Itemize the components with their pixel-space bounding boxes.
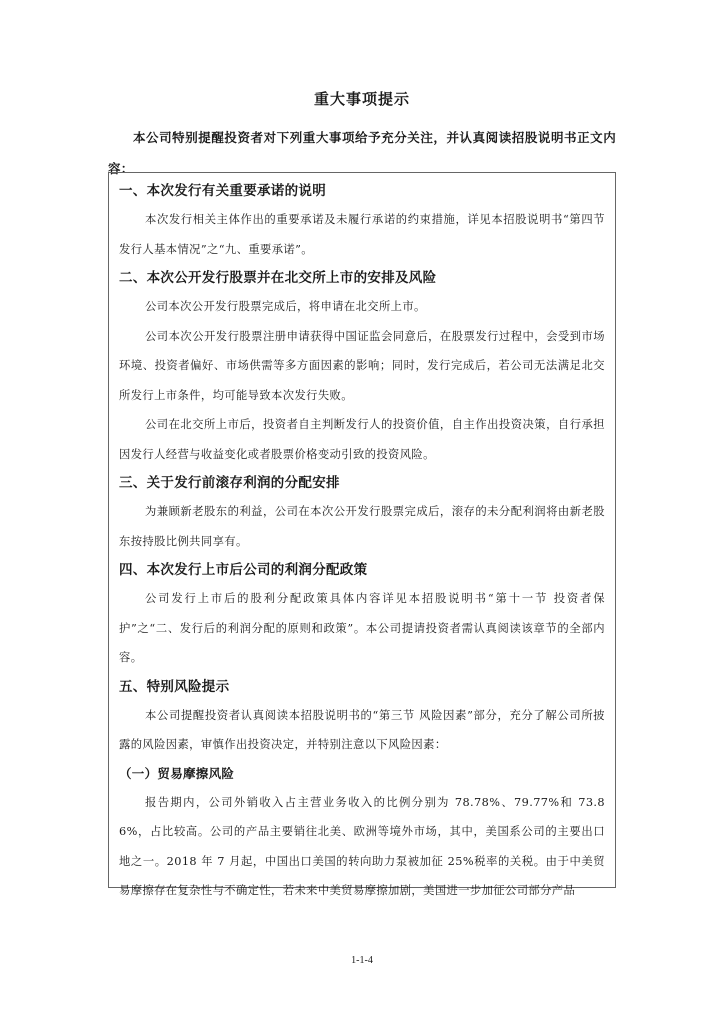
page-title: 重大事项提示 (313, 90, 410, 108)
section-heading-1: 一、本次发行有关重要承诺的说明 (119, 183, 326, 199)
page-number: 1-1-4 (351, 955, 373, 966)
section-2-paragraph-2: 公司本次公开发行股票注册申请获得中国证监会同意后，在股票发行过程中，会受到市场环境、投资者偏好、市场供需等多方面因素的影响；同时，发行完成后，若公司无法满足北交所发行上市条件，均可能导致本次发行失败。 (119, 329, 605, 402)
section-1-paragraph-1: 本次发行相关主体作出的重要承诺及未履行承诺的约束措施，详见本招股说明书“第四节 发行人基本情况”之“九、重要承诺”。 (119, 213, 605, 256)
section-heading-4: 四、本次发行上市后公司的利润分配政策 (119, 562, 368, 578)
section-heading-5: 五、特别风险提示 (119, 678, 230, 695)
section-2-paragraph-1: 公司本次公开发行股票完成后，将申请在北交所上市。 (145, 300, 426, 313)
subsection-paragraph: 报告期内，公司外销收入占主营业务收入的比例分别为 78.78%、79.77%和 73.86%，占比较高。公司的产品主要销往北美、欧洲等境外市场，其中，美国系公司的主要出口地之一。2018 年 7 月起，中国出口美国的转向助力泵被加征 25%税率的关税。由于中美贸易摩擦存在复杂性与不确定性，若未来中美贸易摩擦加剧，美国进一步加征公司部分产品 (119, 795, 605, 897)
section-3-paragraph-1: 为兼顾新老股东的利益，公司在本次公开发行股票完成后，滚存的未分配利润将由新老股东按持股比例共同享有。 (119, 505, 605, 548)
section-2-paragraph-3: 公司在北交所上市后，投资者自主判断发行人的投资价值，自主作出投资决策，自行承担因发行人经营与收益变化或者股票价格变动引致的投资风险。 (119, 418, 605, 461)
intro-paragraph: 本公司特别提醒投资者对下列重大事项给予充分关注，并认真阅读招股说明书正文内容： (108, 130, 616, 176)
section-5-paragraph-1: 本公司提醒投资者认真阅读本招股说明书的“第三节 风险因素”部分，充分了解公司所披露的风险因素，审慎作出投资决定，并特别注意以下风险因素： (119, 708, 605, 751)
section-4-paragraph-1: 公司发行上市后的股利分配政策具体内容详见本招股说明书“第十一节 投资者保护”之“二、发行后的利润分配的原则和政策”。本公司提请投资者需认真阅读该章节的全部内容。 (119, 592, 605, 664)
section-heading-3: 三、关于发行前滚存利润的分配安排 (119, 475, 340, 491)
section-heading-2: 二、本次公开发行股票并在北交所上市的安排及风险 (119, 270, 437, 286)
notice-box (108, 172, 616, 897)
subsection-heading: （一）贸易摩擦风险 (119, 765, 235, 781)
